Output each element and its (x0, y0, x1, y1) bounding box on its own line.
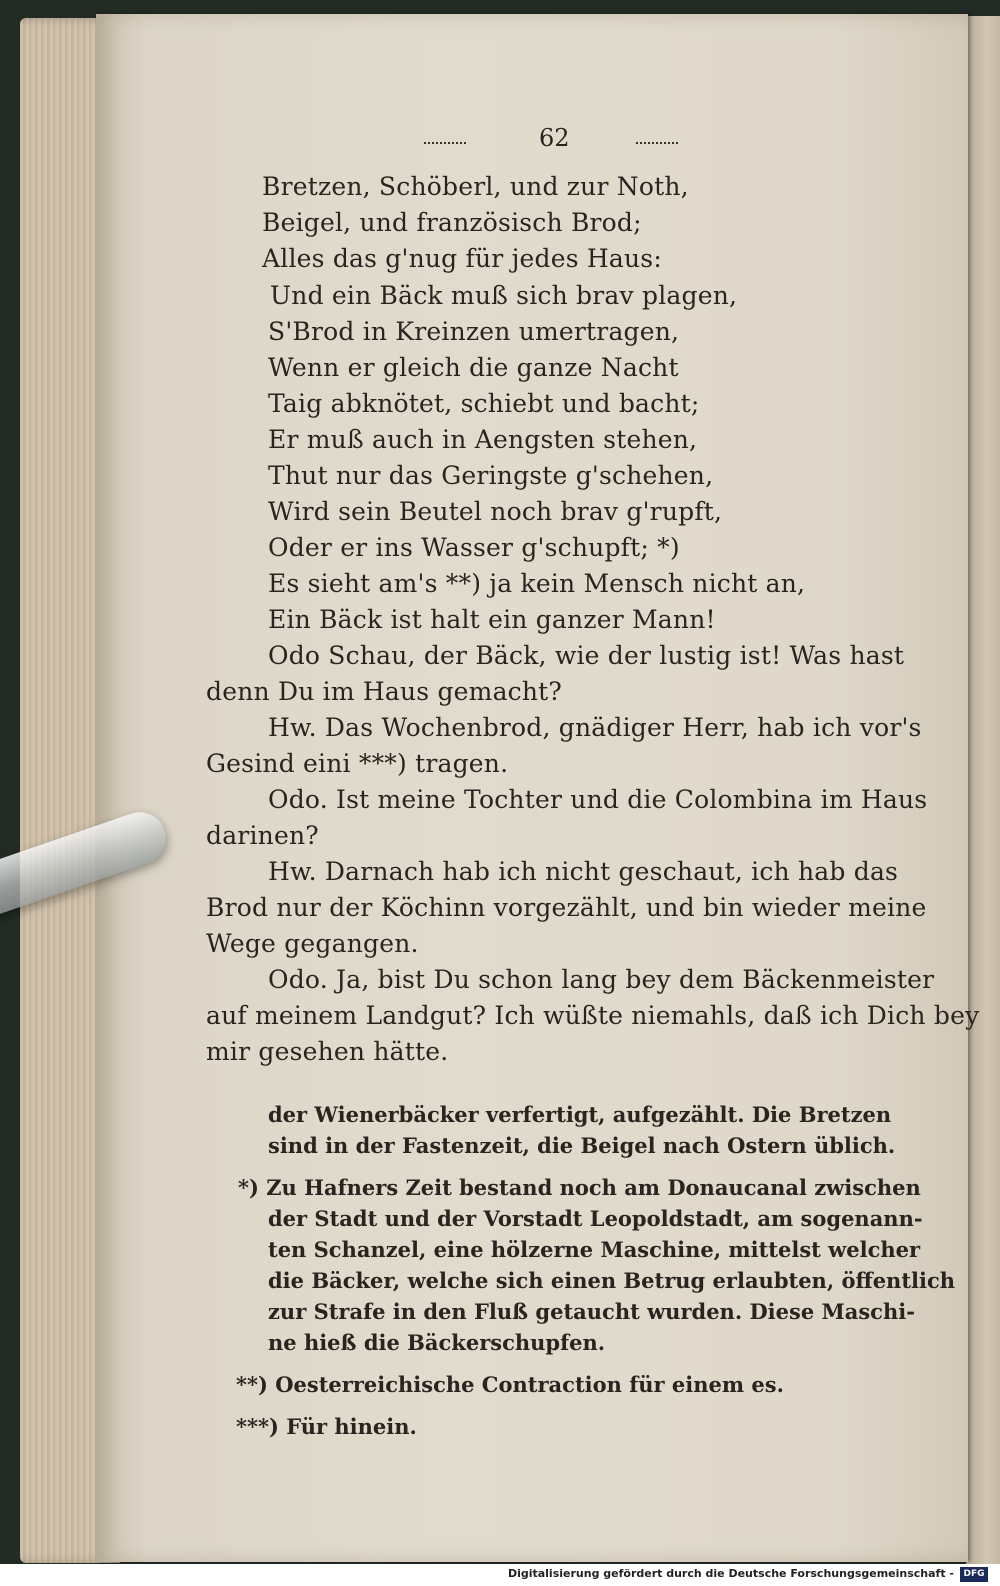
dialogue-line: auf meinem Landgut? Ich wüßte niemahls, daß ich Dich bey (206, 1001, 980, 1030)
verse-line: Und ein Bäck muß sich brav plagen, (270, 281, 738, 310)
dfg-logo: DFG (960, 1567, 988, 1582)
footnote-line: ne hieß die Bäckerschupfen. (268, 1330, 606, 1355)
verse-line: Taig abknötet, schiebt und bacht; (268, 389, 700, 418)
verse-line: Er muß auch in Aengsten stehen, (268, 425, 698, 454)
verse-line: S'Brod in Kreinzen umertragen, (268, 317, 680, 346)
dialogue-line: Odo. Ja, bist Du schon lang bey dem Bäckenmeister (268, 965, 935, 994)
dialogue-line: Wege gegangen. (206, 929, 419, 958)
page-number: 62 (539, 124, 570, 152)
footnote-line: ***) Für hinein. (236, 1414, 417, 1439)
dialogue-line: Hw. Darnach hab ich nicht geschaut, ich hab das (268, 857, 899, 886)
dialogue-line: darinen? (206, 821, 319, 850)
verse-line: Alles das g'nug für jedes Haus: (262, 244, 662, 273)
verse-line: Thut nur das Geringste g'schehen, (268, 461, 714, 490)
verse-line: Ein Bäck ist halt ein ganzer Mann! (268, 605, 716, 634)
dialogue-line: mir gesehen hätte. (206, 1037, 449, 1066)
footnote-line: die Bäcker, welche sich einen Betrug erlaubten, öffentlich (268, 1268, 956, 1293)
verse-line: Oder er ins Wasser g'schupft; *) (268, 533, 680, 562)
verse-line: Wird sein Beutel noch brav g'rupft, (268, 497, 723, 526)
dialogue-line: Gesind eini ***) tragen. (206, 749, 509, 778)
header-ornament-left (424, 142, 466, 148)
footnote-line: der Wienerbäcker verfertigt, aufgezählt. Die Bretzen (268, 1102, 892, 1127)
verse-line: Bretzen, Schöberl, und zur Noth, (262, 172, 689, 201)
footnote-line: ten Schanzel, eine hölzerne Maschine, mittelst welcher (268, 1237, 921, 1262)
footnote-line: sind in der Fastenzeit, die Beigel nach Ostern üblich. (268, 1133, 896, 1158)
dialogue-line: Hw. Das Wochenbrod, gnädiger Herr, hab ich vor's (268, 713, 922, 742)
dialogue-line: Odo Schau, der Bäck, wie der lustig ist! Was hast (268, 641, 905, 670)
dialogue-line: Odo. Ist meine Tochter und die Colombina im Haus (268, 785, 928, 814)
footnote-line: **) Oesterreichische Contraction für einem es. (236, 1372, 784, 1397)
dialogue-line: denn Du im Haus gemacht? (206, 677, 563, 706)
facing-page-edge (966, 16, 1000, 1564)
header-ornament-right (636, 142, 678, 148)
footnote-line: zur Strafe in den Fluß getaucht wurden. Diese Maschi- (268, 1299, 915, 1324)
footnote-line: *) Zu Hafners Zeit bestand noch am Donaucanal zwischen (238, 1175, 921, 1200)
footnote-line: der Stadt und der Vorstadt Leopoldstadt, am sogenann- (268, 1206, 923, 1231)
verse-line: Es sieht am's **) ja kein Mensch nicht an, (268, 569, 806, 598)
digitization-credit: Digitalisierung gefördert durch die Deutsche Forschungsgemeinschaft - (507, 1567, 954, 1580)
verse-line: Wenn er gleich die ganze Nacht (268, 353, 679, 382)
verse-line: Beigel, und französisch Brod; (262, 208, 642, 237)
dialogue-line: Brod nur der Köchinn vorgezählt, und bin wieder meine (206, 893, 927, 922)
